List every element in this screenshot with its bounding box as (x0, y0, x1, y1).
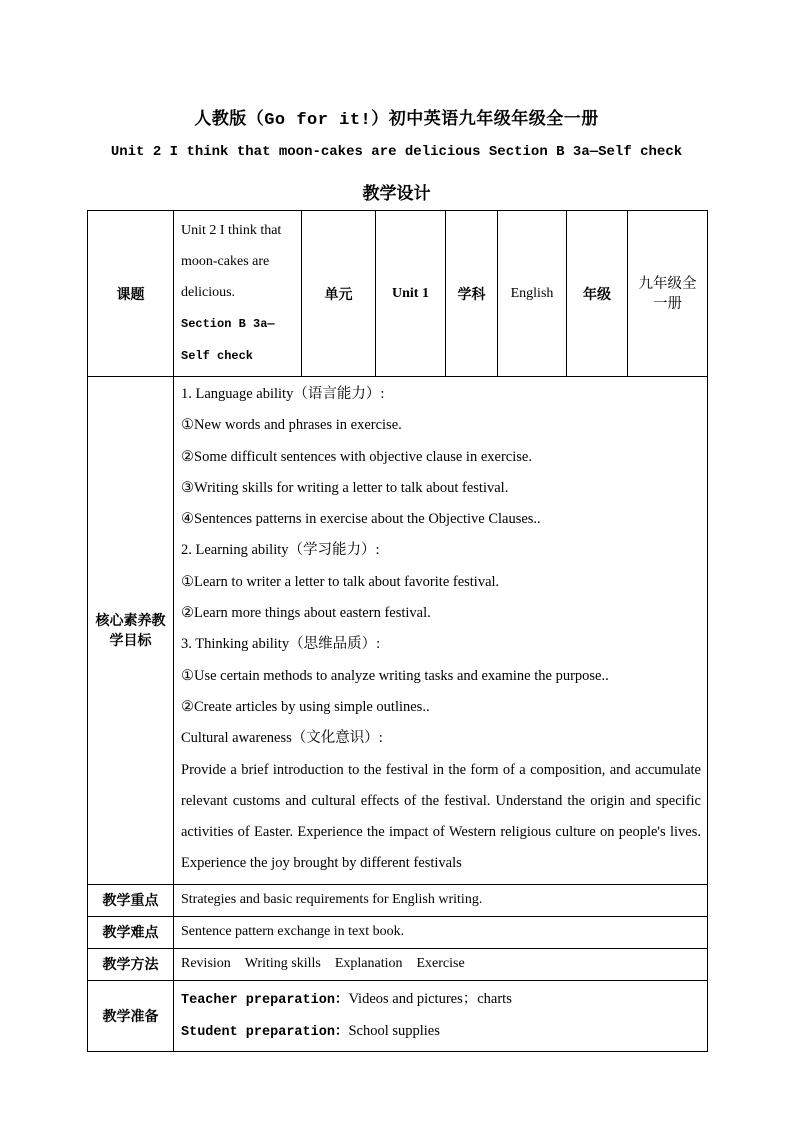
objective-item: ①Learn to writer a letter to talk about favorite festival. (181, 573, 500, 590)
objective-item: ③Writing skills for writing a letter to talk about festival. (181, 479, 509, 496)
preparation-row (88, 980, 708, 1051)
key-points-label: 教学重点 (88, 884, 174, 916)
title-suffix: ）初中英语九年级年级全一册 (371, 109, 599, 129)
title-prefix: 人教版（ (194, 109, 265, 129)
topic-line1: Unit 2 I think that moon-cakes are delicious. (181, 223, 282, 300)
topic-label: 课题 (88, 211, 174, 377)
method-item: Explanation (334, 956, 403, 972)
topic-line2: Section B 3a—Self check (181, 317, 275, 363)
difficulties-label: 教学难点 (88, 916, 174, 948)
objective-item: ②Create articles by using simple outlines.. (181, 698, 430, 715)
document-title (0, 104, 793, 130)
method-item: Exercise (416, 956, 465, 972)
cultural-awareness-paragraph: Provide a brief introduction to the festival in the form of a composition, and accumulate relevant customs and cultural effects of the festival. Understand the origin and specific activities of Easter. Experience the impact of Western religious culture on people's lives. Experience the joy brought by different festivals (181, 761, 701, 872)
key-points-row (88, 884, 708, 916)
title-series: Go for it! (264, 111, 372, 130)
key-points-value: Strategies and basic requirements for English writing. (174, 884, 708, 916)
objective-item: 1. Language ability（语言能力）: (181, 386, 385, 402)
objective-item: Cultural awareness（文化意识）: (181, 730, 383, 747)
objective-item: 3. Thinking ability（思维品质）: (181, 636, 381, 653)
objectives-content (174, 377, 708, 885)
preparation-value (174, 980, 708, 1051)
objective-item: ②Learn more things about eastern festival. (181, 605, 431, 622)
student-preparation-label: Student preparation： (181, 1024, 349, 1040)
methods-label: 教学方法 (88, 948, 174, 980)
objectives-row (88, 377, 708, 885)
grade-value: 九年级全一册 (628, 211, 708, 377)
topic-value (174, 211, 302, 377)
methods-row (88, 948, 708, 980)
preparation-label: 教学准备 (88, 980, 174, 1051)
unit-label: 单元 (302, 211, 376, 377)
grade-label: 年级 (567, 211, 628, 377)
document-type: 教学设计 (362, 184, 431, 204)
teacher-preparation-label: Teacher preparation： (181, 992, 349, 1008)
objective-item: ④Sentences patterns in exercise about the Objective Clauses.. (181, 511, 541, 528)
difficulties-row (88, 916, 708, 948)
difficulties-value: Sentence pattern exchange in text book. (174, 916, 708, 948)
lesson-plan-table (87, 210, 708, 1052)
subject-label: 学科 (446, 211, 498, 377)
objectives-label: 核心素养教学目标 (88, 377, 174, 885)
teacher-preparation-value: Videos and pictures；charts (348, 990, 512, 1007)
objective-item: ②Some difficult sentences with objective clause in exercise. (181, 448, 532, 465)
unit-value: Unit 1 (376, 211, 446, 377)
subject-value: English (498, 211, 567, 377)
method-item: Revision (181, 956, 231, 972)
document-subtitle: Unit 2 I think that moon-cakes are delicious Section B 3a—Self check (110, 144, 683, 160)
info-row (88, 211, 708, 377)
objective-item: 2. Learning ability（学习能力）: (181, 542, 380, 559)
objective-item: ①Use certain methods to analyze writing tasks and examine the purpose.. (181, 667, 609, 684)
method-item: Writing skills (244, 956, 321, 972)
methods-value (174, 948, 708, 980)
objective-item: ①New words and phrases in exercise. (181, 417, 402, 434)
student-preparation-value: School supplies (348, 1022, 440, 1039)
